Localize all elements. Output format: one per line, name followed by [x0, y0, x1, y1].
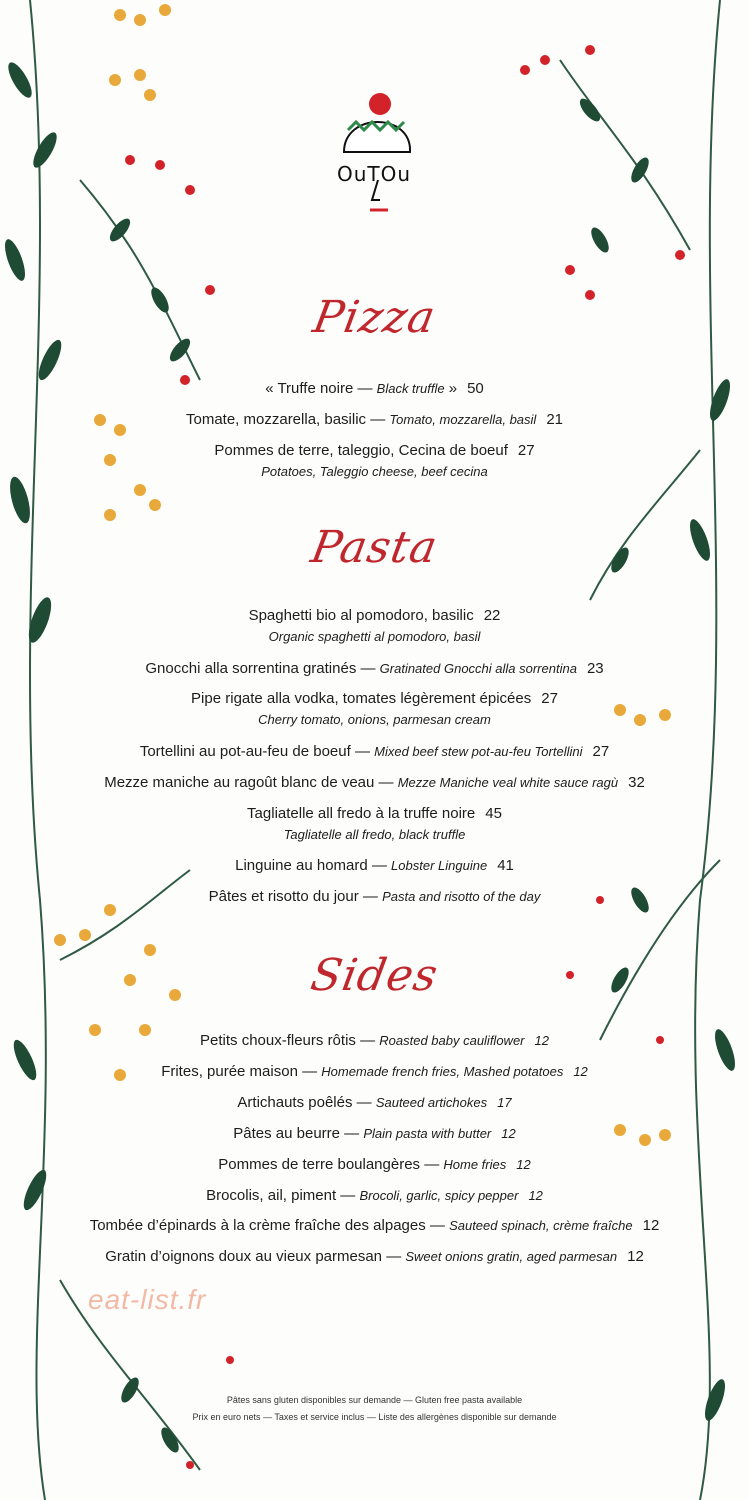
item-name-en: Plain pasta with butter — [363, 1126, 492, 1141]
item-name-fr: Tagliatelle all fredo à la truffe noire — [247, 805, 476, 822]
item-name-en: Mezze Maniche veal white sauce ragù — [397, 775, 619, 790]
item-price: 12 — [534, 1033, 549, 1048]
item-name-fr: Tombée d’épinards à la crème fraîche des alpages — — [89, 1217, 450, 1234]
restaurant-logo — [332, 92, 416, 222]
site-watermark: eat-list.fr — [88, 1284, 207, 1315]
item-price: 27 — [592, 743, 610, 760]
item-name-en: Homemade french fries, Mashed potatoes — [321, 1064, 564, 1079]
menu-item — [0, 774, 749, 792]
item-name-fr: Gnocchi alla sorrentina gratinés — — [145, 660, 380, 677]
item-description-en: Cherry tomato, onions, parmesan cream — [258, 712, 491, 727]
item-price: 12 — [573, 1064, 588, 1079]
menu-item — [0, 1187, 749, 1205]
item-name-fr: Tortellini au pot-au-feu de boeuf — — [139, 743, 375, 760]
section-title-sides: Sides — [307, 950, 442, 1001]
item-name-en: Mixed beef stew pot-au-feu Tortellini — [374, 744, 583, 759]
item-name-fr: Pâtes et risotto du jour — — [208, 888, 383, 905]
item-name-fr: Tomate, mozzarella, basilic — — [185, 411, 390, 428]
menu-item — [0, 1125, 749, 1143]
item-price: 17 — [497, 1095, 512, 1110]
item-price: 32 — [628, 774, 645, 791]
item-name-en: Tomato, mozzarella, basil — [389, 412, 537, 427]
menu-item — [0, 1063, 749, 1081]
item-price: 12 — [501, 1126, 516, 1141]
item-name-fr: « Truffe noire — — [265, 380, 377, 397]
footer-note-gluten: Pâtes sans gluten disponibles sur demande — Gluten free pasta available — [226, 1395, 523, 1405]
item-name-en: Lobster Linguine — [391, 858, 488, 873]
item-name-fr: Artichauts poêlés — — [237, 1094, 376, 1111]
item-price: 21 — [546, 411, 563, 428]
item-name-fr: Linguine au homard — — [235, 857, 392, 874]
menu-item — [0, 1156, 749, 1174]
item-name-fr: Spaghetti bio al pomodoro, basilic — [248, 607, 474, 624]
item-price: 23 — [586, 660, 604, 677]
item-name-fr: Pipe rigate alla vodka, tomates légèrement épicées — [191, 690, 532, 707]
menu-item — [0, 1248, 749, 1266]
item-name-fr: Pommes de terre boulangères — — [218, 1156, 444, 1173]
item-name-fr: Frites, purée maison — — [161, 1063, 322, 1080]
chef-hat-face-icon — [332, 92, 416, 222]
item-name-en: Pasta and risotto of the day — [382, 889, 541, 904]
item-description-en: Organic spaghetti al pomodoro, basil — [268, 629, 481, 644]
item-name-fr: Gratin d’oignons doux au vieux parmesan — — [105, 1248, 406, 1265]
item-name-en: Roasted baby cauliflower — [379, 1033, 525, 1048]
item-price: 12 — [627, 1248, 644, 1265]
item-description-en: Potatoes, Taleggio cheese, beef cecina — [261, 464, 488, 479]
item-price: 27 — [517, 442, 535, 459]
item-name-en: Black truffle — [376, 381, 445, 396]
item-name-en: Gratinated Gnocchi alla sorrentina — [379, 661, 577, 676]
menu-item — [0, 1217, 749, 1235]
item-name-fr: Mezze maniche au ragoût blanc de veau — — [104, 774, 398, 791]
menu-item — [0, 380, 749, 398]
item-name-en: Brocoli, garlic, spicy pepper — [359, 1188, 519, 1203]
item-price: 27 — [541, 690, 558, 707]
menu-item — [0, 888, 749, 906]
footer-note-prices: Prix en euro nets — Taxes et service inclus — Liste des allergènes disponible sur demande — [192, 1412, 557, 1422]
item-suffix: » — [444, 380, 458, 397]
menu-item — [0, 857, 749, 875]
item-price: 50 — [467, 380, 484, 397]
menu-item — [0, 743, 749, 761]
item-price: 12 — [516, 1157, 531, 1172]
item-name-en: Sauteed artichokes — [375, 1095, 488, 1110]
menu-item — [0, 607, 749, 625]
section-title-pasta: Pasta — [307, 522, 442, 573]
item-name-en: Sweet onions gratin, aged parmesan — [405, 1249, 618, 1264]
item-price: 41 — [497, 857, 514, 874]
section-title-pizza: Pizza — [309, 292, 440, 343]
menu-item — [0, 690, 749, 708]
item-name-fr: Petits choux-fleurs rôtis — — [200, 1032, 380, 1049]
item-price: 12 — [528, 1188, 543, 1203]
item-price: 45 — [485, 805, 502, 822]
menu-item — [0, 442, 749, 460]
item-price: 12 — [642, 1217, 660, 1234]
item-price: 22 — [483, 607, 501, 624]
menu-item — [0, 411, 749, 429]
item-name-fr: Brocolis, ail, piment — — [206, 1187, 360, 1204]
item-name-fr: Pommes de terre, taleggio, Cecina de boeuf — [214, 442, 508, 459]
item-name-en: Sauteed spinach, crème fraîche — [449, 1218, 633, 1233]
menu-item — [0, 660, 749, 678]
logo-wordmark: OuTOu — [336, 162, 412, 186]
menu-item — [0, 805, 749, 823]
item-name-en: Home fries — [443, 1157, 507, 1172]
item-description-en: Tagliatelle all fredo, black truffle — [283, 827, 466, 842]
menu-item — [0, 1032, 749, 1050]
menu-item — [0, 1094, 749, 1112]
item-name-fr: Pâtes au beurre — — [233, 1125, 364, 1142]
